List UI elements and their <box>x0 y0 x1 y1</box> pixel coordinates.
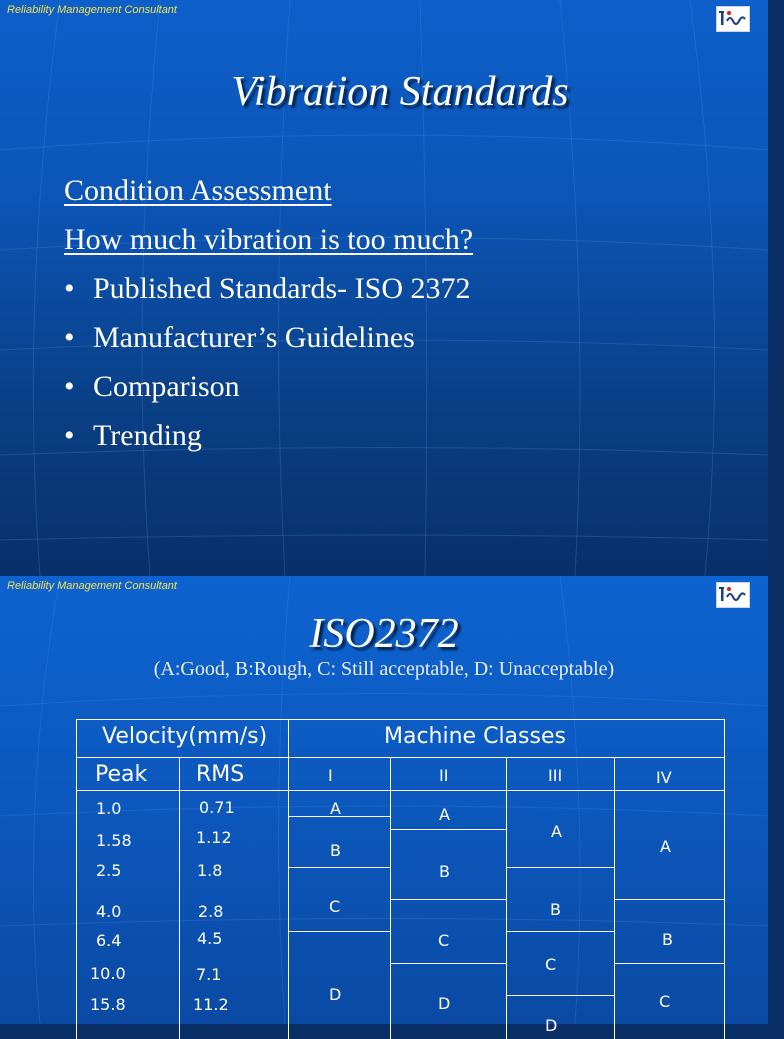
class-band-line <box>507 995 614 996</box>
peak-value: 10.0 <box>90 964 126 983</box>
rms-value: 11.2 <box>193 995 229 1014</box>
class-label-ii: II <box>439 766 449 785</box>
bullet-item: • Manufacturer’s Guidelines <box>64 317 473 366</box>
class-band-line <box>615 899 724 900</box>
slide-iso2372 <box>0 576 768 1035</box>
logo-icon <box>717 7 749 31</box>
peak-value: 1.58 <box>96 831 132 850</box>
peak-value: 1.0 <box>96 799 122 818</box>
velocity-header: Velocity(mm/s) <box>102 724 268 749</box>
rating-class-i: C <box>329 897 341 916</box>
class-band-line <box>391 963 506 964</box>
rating-class-iii: B <box>550 900 561 919</box>
rating-class-iv: C <box>659 992 671 1011</box>
table-border <box>76 719 725 720</box>
peak-value: 4.0 <box>96 902 122 921</box>
slide-title: ISO2372 <box>309 611 459 657</box>
table-divider <box>390 757 391 1039</box>
class-band-line <box>507 867 614 868</box>
slide-subtitle: (A:Good, B:Rough, C: Still acceptable, D: Unacceptable) <box>153 658 615 680</box>
heading-vibration-question: How much vibration is too much? <box>64 223 474 256</box>
rating-class-ii: B <box>439 862 450 881</box>
peak-value: 15.8 <box>90 995 126 1014</box>
rms-value: 2.8 <box>198 902 224 921</box>
peak-value: 2.5 <box>96 861 122 880</box>
rating-class-iv: B <box>662 930 673 949</box>
rating-class-i: D <box>329 985 342 1004</box>
bullet-icon: • <box>64 272 75 305</box>
logo-icon <box>717 583 749 607</box>
bullet-item: • Comparison <box>64 366 473 415</box>
rating-class-iv: A <box>660 837 671 856</box>
heading-condition-assessment: Condition Assessment <box>64 174 332 207</box>
table-divider <box>506 757 507 1039</box>
iso2372-table <box>76 719 725 1039</box>
rms-value: 1.12 <box>196 828 232 847</box>
company-logo <box>716 582 750 608</box>
slide-body <box>64 170 473 464</box>
company-logo <box>716 6 750 32</box>
slide-title: Vibration Standards <box>231 69 569 115</box>
bullet-icon: • <box>64 321 75 354</box>
rating-class-ii: D <box>438 994 451 1013</box>
table-divider <box>76 757 725 758</box>
rating-class-ii: C <box>438 931 450 950</box>
class-label-i: I <box>328 766 333 785</box>
class-band-line <box>615 963 724 964</box>
rms-header: RMS <box>196 762 245 787</box>
bullet-icon: • <box>64 370 75 403</box>
rating-class-iii: A <box>551 822 562 841</box>
class-band-line <box>289 867 390 868</box>
rms-value: 4.5 <box>197 929 223 948</box>
table-border <box>76 719 77 1039</box>
bullet-icon: • <box>64 419 75 452</box>
bullet-item: • Trending <box>64 415 473 464</box>
class-band-line <box>507 931 614 932</box>
header-consultant-text: Reliability Management Consultant <box>7 580 177 592</box>
class-band-line <box>289 931 390 932</box>
class-band-line <box>391 829 506 830</box>
table-divider <box>288 719 289 1039</box>
rms-value: 7.1 <box>196 965 222 984</box>
rms-value: 0.71 <box>199 798 235 817</box>
rating-class-iii: C <box>545 955 557 974</box>
peak-value: 6.4 <box>96 931 122 950</box>
rating-class-i: A <box>330 799 341 818</box>
rms-value: 1.8 <box>197 861 223 880</box>
table-divider <box>76 790 725 791</box>
rating-class-iii: D <box>545 1016 558 1035</box>
bullet-item: • Published Standards- ISO 2372 <box>64 268 473 317</box>
rating-class-ii: A <box>439 805 450 824</box>
header-consultant-text: Reliability Management Consultant <box>7 4 177 16</box>
table-divider <box>614 757 615 1039</box>
rating-class-i: B <box>330 841 341 860</box>
machine-classes-header: Machine Classes <box>384 724 566 749</box>
table-border <box>724 719 725 1039</box>
class-label-iii: III <box>548 766 563 785</box>
class-label-iv: IV <box>656 768 672 787</box>
table-divider <box>179 757 180 1039</box>
class-band-line <box>391 899 506 900</box>
peak-header: Peak <box>95 762 148 787</box>
